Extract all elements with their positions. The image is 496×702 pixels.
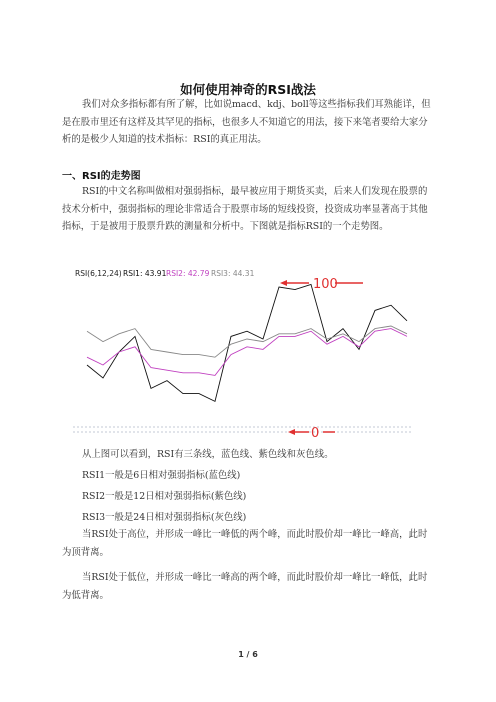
rsi2-description: RSI2一般是12日相对强弱指标(紫色线)	[82, 491, 247, 502]
section-heading: 一、RSI的走势图	[62, 171, 141, 182]
series-group	[87, 284, 407, 401]
top-arrow-head	[280, 280, 287, 286]
rsi3-description: RSI3一般是24日相对强弱指标(灰色线)	[82, 512, 247, 523]
page-title: 如何使用神奇的RSI战法	[180, 82, 316, 97]
top-divergence-paragraph: 当RSI处于高位，并形成一峰比一峰低的两个峰，而此时股价却一峰比一峰高，此时为顶背离。	[62, 529, 428, 558]
rsi-chart	[73, 265, 412, 438]
rsi3-legend: RSI3: 44.31	[211, 269, 255, 278]
chart-header-label: RSI(6,12,24)	[75, 269, 122, 278]
bottom-divergence-paragraph: 当RSI处于低位，并形成一峰比一峰高的两个峰，而此时股价却一峰比一峰低，此时为低背离。	[62, 572, 428, 601]
after-chart-text: 从上图可以看到，RSI有三条线，蓝色线、紫色线和灰色线。	[82, 449, 334, 460]
rsi-chart-svg	[73, 265, 412, 438]
rsi2-line	[87, 329, 407, 376]
page-number: 1 / 6	[238, 650, 258, 659]
marker-0: 0	[311, 426, 320, 438]
rsi1-line	[87, 284, 407, 401]
top-marker	[280, 277, 363, 292]
bottom-arrow-head	[288, 429, 295, 435]
rsi1-description: RSI1一般是6日相对强弱指标(蓝色线)	[82, 470, 241, 481]
marker-100: 100	[313, 277, 338, 292]
rsi3-line	[87, 326, 407, 357]
rsi-description-paragraph: RSI的中文名称叫做相对强弱指标，最早被应用于期货买卖，后来人们发现在股票的技术分析中，强弱指标的理论非常适合于股票市场的短线投资，投资成功率显著高于其他指标，于是被用于股票升跌的测量和分析中。下图就是指标RSI的一个走势图。	[62, 186, 428, 232]
rsi2-legend: RSI2: 42.79	[166, 269, 210, 278]
intro-paragraph: 我们对众多指标都有所了解，比如说macd、kdj、boll等这些指标我们耳熟能详，但是在股市里还有这样及其罕见的指标，也很多人不知道它的用法，接下来笔者要给大家分析的是极少人知道的技术指标：RSI的真正用法。	[62, 99, 431, 145]
bottom-marker	[288, 426, 335, 438]
rsi1-legend: RSI1: 43.91	[123, 269, 167, 278]
